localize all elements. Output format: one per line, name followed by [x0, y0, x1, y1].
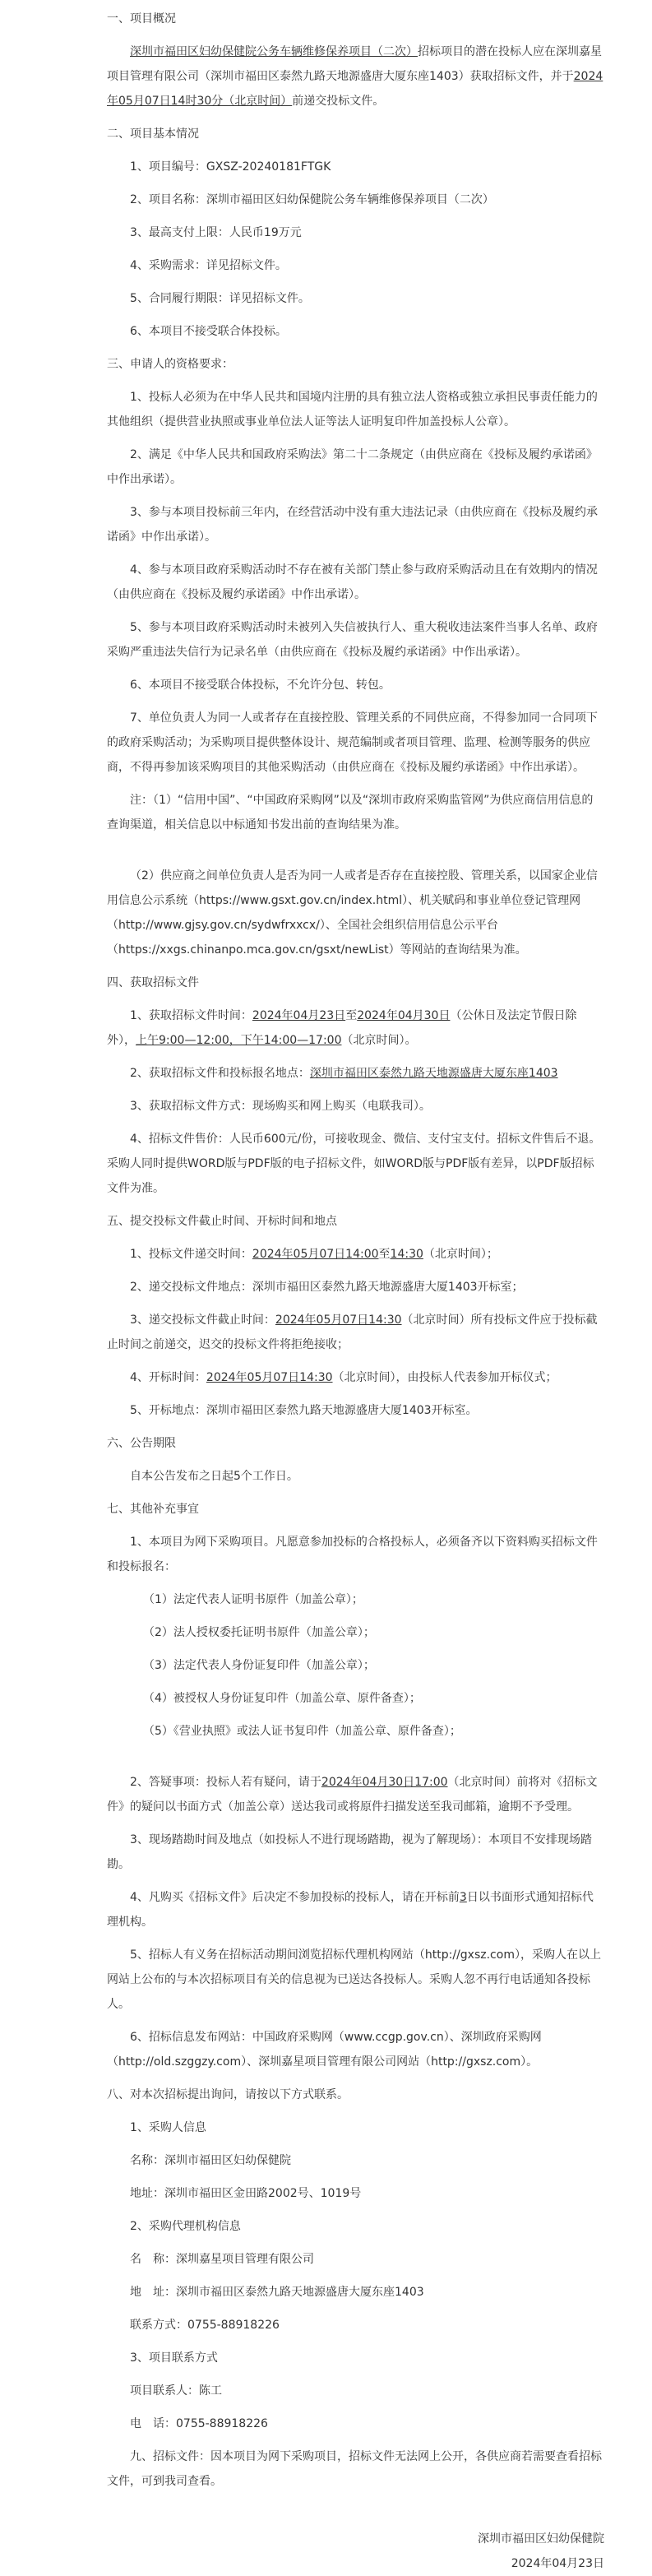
- submit-place: 2、递交投标文件地点：深圳市福田区泰然九路天地源盛唐大厦1403开标室；: [130, 1281, 524, 1294]
- required-doc-1: （1）法定代表人证明书原件（加盖公章）；: [143, 1593, 363, 1606]
- obtain-time: 1、获取招标文件时间：2024年04月23日至2024年04月30日（公休日及法定节假日除外），上午9:00—12:00，下午14:00—17:00（北京时间）。: [107, 1009, 577, 1047]
- qualification-4: 4、参与本项目政府采购活动时不存在被有关部门禁止参与政府采购活动且在有效期内的情况（由供应商在《投标及履约承诺函》中作出承诺）。: [107, 563, 598, 601]
- section-3-heading: 三、申请人的资格要求：: [107, 358, 234, 371]
- agency-address: 地 址：深圳市福田区泰然九路天地源盛唐大厦东座1403: [130, 2286, 424, 2299]
- open-time: 4、开标时间：2024年05月07日14:30（北京时间），由投标人代表参加开标仪式；: [130, 1371, 557, 1384]
- contact-phone: 电 话：0755-88918226: [130, 2417, 268, 2430]
- obtain-place: 2、获取招标文件和投标报名地点：深圳市福田区泰然九路天地源盛唐大厦东座1403: [130, 1067, 558, 1080]
- project-number: 1、项目编号：GXSZ-20240181FTGK: [130, 160, 331, 174]
- budget: 3、最高支付上限：人民币19万元: [130, 226, 302, 239]
- agency-heading: 2、采购代理机构信息: [130, 2220, 241, 2233]
- section-9-text: 九、招标文件：因本项目为网下采购项目，招标文件无法网上公开，各供应商若需要查看招标文件，可到我司查看。: [107, 2450, 602, 2488]
- agency-phone: 联系方式：0755-88918226: [130, 2319, 280, 2332]
- overview-underlined-lead: 深圳市福田区妇幼保健院公务车辆维修保养项目（二次）: [130, 45, 418, 58]
- obtain-price: 4、招标文件售价：人民币600元/份，可接收现金、微信、支付宝支付。招标文件售后不退。采购人同时提供WORD版与PDF版的电子招标文件，如WORD版与PDF版有差异，以PDF版招标文件为准。: [107, 1133, 601, 1195]
- consortium-note: 6、本项目不接受联合体投标。: [130, 325, 287, 338]
- contract-period: 5、合同履行期限：详见招标文件。: [130, 292, 310, 305]
- notice-period: 自本公告发布之日起5个工作日。: [130, 1470, 298, 1483]
- spacer: [107, 1752, 604, 1770]
- section-5-heading: 五、提交投标文件截止时间、开标时间和地点: [107, 1215, 337, 1228]
- purchaser-name: 名称：深圳市福田区妇幼保健院: [130, 2154, 291, 2167]
- signature-org: 深圳市福田区妇幼保健院: [478, 2532, 604, 2546]
- open-place: 5、开标地点：深圳市福田区泰然九路天地源盛唐大厦1403开标室。: [130, 1404, 478, 1417]
- overview-deadline: 2024年05月07日14时30分（北京时间）: [107, 70, 603, 108]
- purchaser-heading: 1、采购人信息: [130, 2121, 206, 2134]
- qualification-7: 7、单位负责人为同一人或者存在直接控股、管理关系的不同供应商，不得参加同一合同项下的政府采购活动；为采购项目提供整体设计、规范编制或者项目管理、监理、检测等服务的供应商，不得再参加该采购项目的其他采购活动（由供应商在《投标及履约承诺函》中作出承诺）。: [107, 711, 598, 774]
- agency-name: 名 称：深圳嘉星项目管理有限公司: [130, 2253, 314, 2266]
- required-doc-3: （3）法定代表人身份证复印件（加盖公章）；: [143, 1659, 375, 1672]
- contact-person: 项目联系人：陈工: [130, 2384, 222, 2398]
- required-doc-2: （2）法人授权委托证明书原件（加盖公章）；: [143, 1626, 375, 1639]
- note-2: （2）供应商之间单位负责人是否为同一人或者是否存在直接控股、管理关系，以国家企业信用信息公示系统（https://www.gsxt.gov.cn/index.html）、机关赋码和事业单位登记管理网（http://www.gjsy.gov.cn/sydwfrxxcx/）、全国社会组织信用信息公示平台（https://xxgs.chinanpo.mca.gov.cn/gsxt/newList）等网站的查询结果为准。: [107, 869, 598, 957]
- matter-6: 6、招标信息发布网站：中国政府采购网（www.ccgp.gov.cn）、深圳政府采购网（http://old.szggzy.com）、深圳嘉星项目管理有限公司网站（http://gxsz.com）。: [107, 2031, 542, 2069]
- project-name: 2、项目名称：深圳市福田区妇幼保健院公务车辆维修保养项目（二次）: [130, 193, 494, 206]
- purchaser-address: 地址：深圳市福田区金田路2002号、1019号: [130, 2187, 362, 2200]
- obtain-method: 3、获取招标文件方式：现场购买和网上购买（电联我司）。: [130, 1100, 431, 1113]
- section-7-heading: 七、其他补充事宜: [107, 1503, 199, 1516]
- matter-1: 1、本项目为网下采购项目。凡愿意参加投标的合格投标人，必须备齐以下资料购买招标文件和投标报名：: [107, 1536, 598, 1573]
- section-4-heading: 四、获取招标文件: [107, 976, 199, 989]
- qualification-6: 6、本项目不接受联合体投标，不允许分包、转包。: [130, 679, 391, 692]
- section-6-heading: 六、公告期限: [107, 1437, 176, 1450]
- spacer: [107, 846, 604, 864]
- submit-deadline: 3、递交投标文件截止时间：2024年05月07日14:30（北京时间）所有投标文件应于投标截止时间之前递交，迟交的投标文件将拒绝接收；: [107, 1313, 598, 1351]
- section-1-heading: 一、项目概况: [107, 12, 176, 25]
- contact-heading: 3、项目联系方式: [130, 2351, 218, 2365]
- required-doc-4: （4）被授权人身份证复印件（加盖公章、原件备查）；: [143, 1692, 421, 1705]
- qualification-1: 1、投标人必须为在中华人民共和国境内注册的具有独立法人资格或独立承担民事责任能力的其他组织（提供营业执照或事业单位法人证等法人证明复印件加盖投标人公章）。: [107, 391, 598, 429]
- matter-4: 4、凡购买《招标文件》后决定不参加投标的投标人，请在开标前3日以书面形式通知招标代理机构。: [107, 1891, 594, 1929]
- qualification-5: 5、参与本项目政府采购活动时未被列入失信被执行人、重大税收违法案件当事人名单、政府采购严重违法失信行为记录名单（由供应商在《投标及履约承诺函》中作出承诺）。: [107, 621, 598, 659]
- note-1: 注：（1）“信用中国”、“中国政府采购网”以及“深圳市政府采购监管网”为供应商信用信息的查询渠道，相关信息以中标通知书发出前的查询结果为准。: [107, 794, 594, 832]
- matter-3: 3、现场踏勘时间及地点（如投标人不进行现场踏勘，视为了解现场）：本项目不安排现场踏勘。: [107, 1833, 592, 1871]
- submit-time: 1、投标文件递交时间：2024年05月07日14:00至14:30（北京时间）；: [130, 1248, 498, 1261]
- overview-paragraph: 深圳市福田区妇幼保健院公务车辆维修保养项目（二次）招标项目的潜在投标人应在深圳嘉星项目管理有限公司（深圳市福田区泰然九路天地源盛唐大厦东座1403）获取招标文件，并于2024年05月07日14时30分（北京时间）前递交投标文件。: [107, 45, 603, 108]
- qualification-2: 2、满足《中华人民共和国政府采购法》第二十二条规定（由供应商在《投标及履约承诺函》中作出承诺）。: [107, 448, 598, 486]
- required-doc-5: （5）《营业执照》或法人证书复印件（加盖公章、原件备查）；: [143, 1725, 461, 1738]
- signature-date: 2024年04月23日: [511, 2557, 604, 2570]
- qualification-3: 3、参与本项目投标前三年内，在经营活动中没有重大违法记录（由供应商在《投标及履约承诺函》中作出承诺）。: [107, 506, 598, 544]
- matter-2: 2、答疑事项：投标人若有疑问，请于2024年04月30日17:00（北京时间）前将对《招标文件》的疑问以书面方式（加盖公章）送达我司或将原件扫描发送至我司邮箱，逾期不予受理。: [107, 1776, 598, 1814]
- matter-5: 5、招标人有义务在招标活动期间浏览招标代理机构网站（http://gxsz.com），采购人在以上网站上公布的与本次招标项目有关的信息视为已送达各投标人。采购人忽不再行电话通知各投标人。: [107, 1948, 601, 2011]
- section-8-heading: 八、对本次招标提出询问，请按以下方式联系。: [107, 2088, 349, 2101]
- section-2-heading: 二、项目基本情况: [107, 127, 199, 141]
- requirements: 4、采购需求：详见招标文件。: [130, 259, 287, 272]
